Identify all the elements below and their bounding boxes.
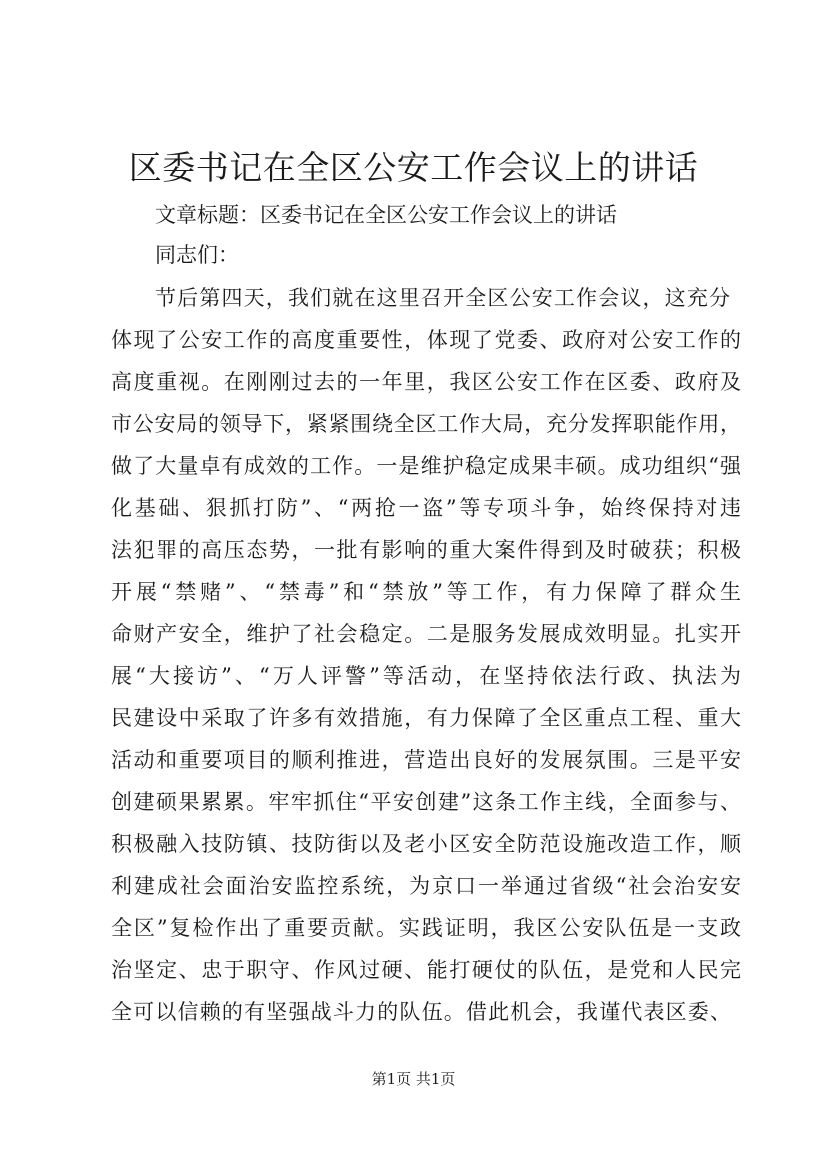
paragraph-line: 开展“禁赌”、“禁毒”和“禁放”等工作，有力保障了群众生 <box>111 580 741 604</box>
paragraph-line: 市公安局的领导下，紧紧围绕全区工作大局，充分发挥职能作用， <box>111 412 741 436</box>
document-title: 区委书记在全区公安工作会议上的讲话 <box>128 148 699 187</box>
paragraph-line: 命财产安全，维护了社会稳定。二是服务发展成效明显。扎实开 <box>111 622 741 646</box>
salutation: 同志们： <box>155 243 239 267</box>
paragraph-line: 全可以信赖的有坚强战斗力的队伍。借此机会，我谨代表区委、 <box>111 1000 731 1024</box>
paragraph-line: 体现了公安工作的高度重要性，体现了党委、政府对公安工作的 <box>111 328 741 352</box>
paragraph-line: 做了大量卓有成效的工作。一是维护稳定成果丰硕。成功组织“强 <box>111 454 741 478</box>
paragraph-line: 展“大接访”、“万人评警”等活动，在坚持依法行政、执法为 <box>111 664 741 688</box>
paragraph-line: 节后第四天，我们就在这里召开全区公安工作会议，这充分 <box>155 286 730 310</box>
paragraph-line: 创建硕果累累。牢牢抓住“平安创建”这条工作主线，全面参与、 <box>111 790 741 814</box>
paragraph-line: 治坚定、忠于职守、作风过硬、能打硬仗的队伍，是党和人民完 <box>111 958 741 982</box>
paragraph-line: 化基础、狠抓打防”、“两抢一盗”等专项斗争，始终保持对违 <box>111 496 741 520</box>
paragraph-line: 利建成社会面治安监控系统，为京口一举通过省级“社会治安安 <box>111 874 741 898</box>
paragraph-line: 法犯罪的高压态势，一批有影响的重大案件得到及时破获；积极 <box>111 538 741 562</box>
paragraph-line: 民建设中采取了许多有效措施，有力保障了全区重点工程、重大 <box>111 706 741 730</box>
page-number-footer: 第1页 共1页 <box>371 1070 456 1088</box>
paragraph-line: 活动和重要项目的顺利推进，营造出良好的发展氛围。三是平安 <box>111 748 741 772</box>
article-subtitle: 文章标题：区委书记在全区公安工作会议上的讲话 <box>155 203 617 227</box>
paragraph-line: 高度重视。在刚刚过去的一年里，我区公安工作在区委、政府及 <box>111 370 741 394</box>
paragraph-line: 全区”复检作出了重要贡献。实践证明，我区公安队伍是一支政 <box>111 916 741 940</box>
paragraph-line: 积极融入技防镇、技防街以及老小区安全防范设施改造工作，顺 <box>111 832 741 856</box>
